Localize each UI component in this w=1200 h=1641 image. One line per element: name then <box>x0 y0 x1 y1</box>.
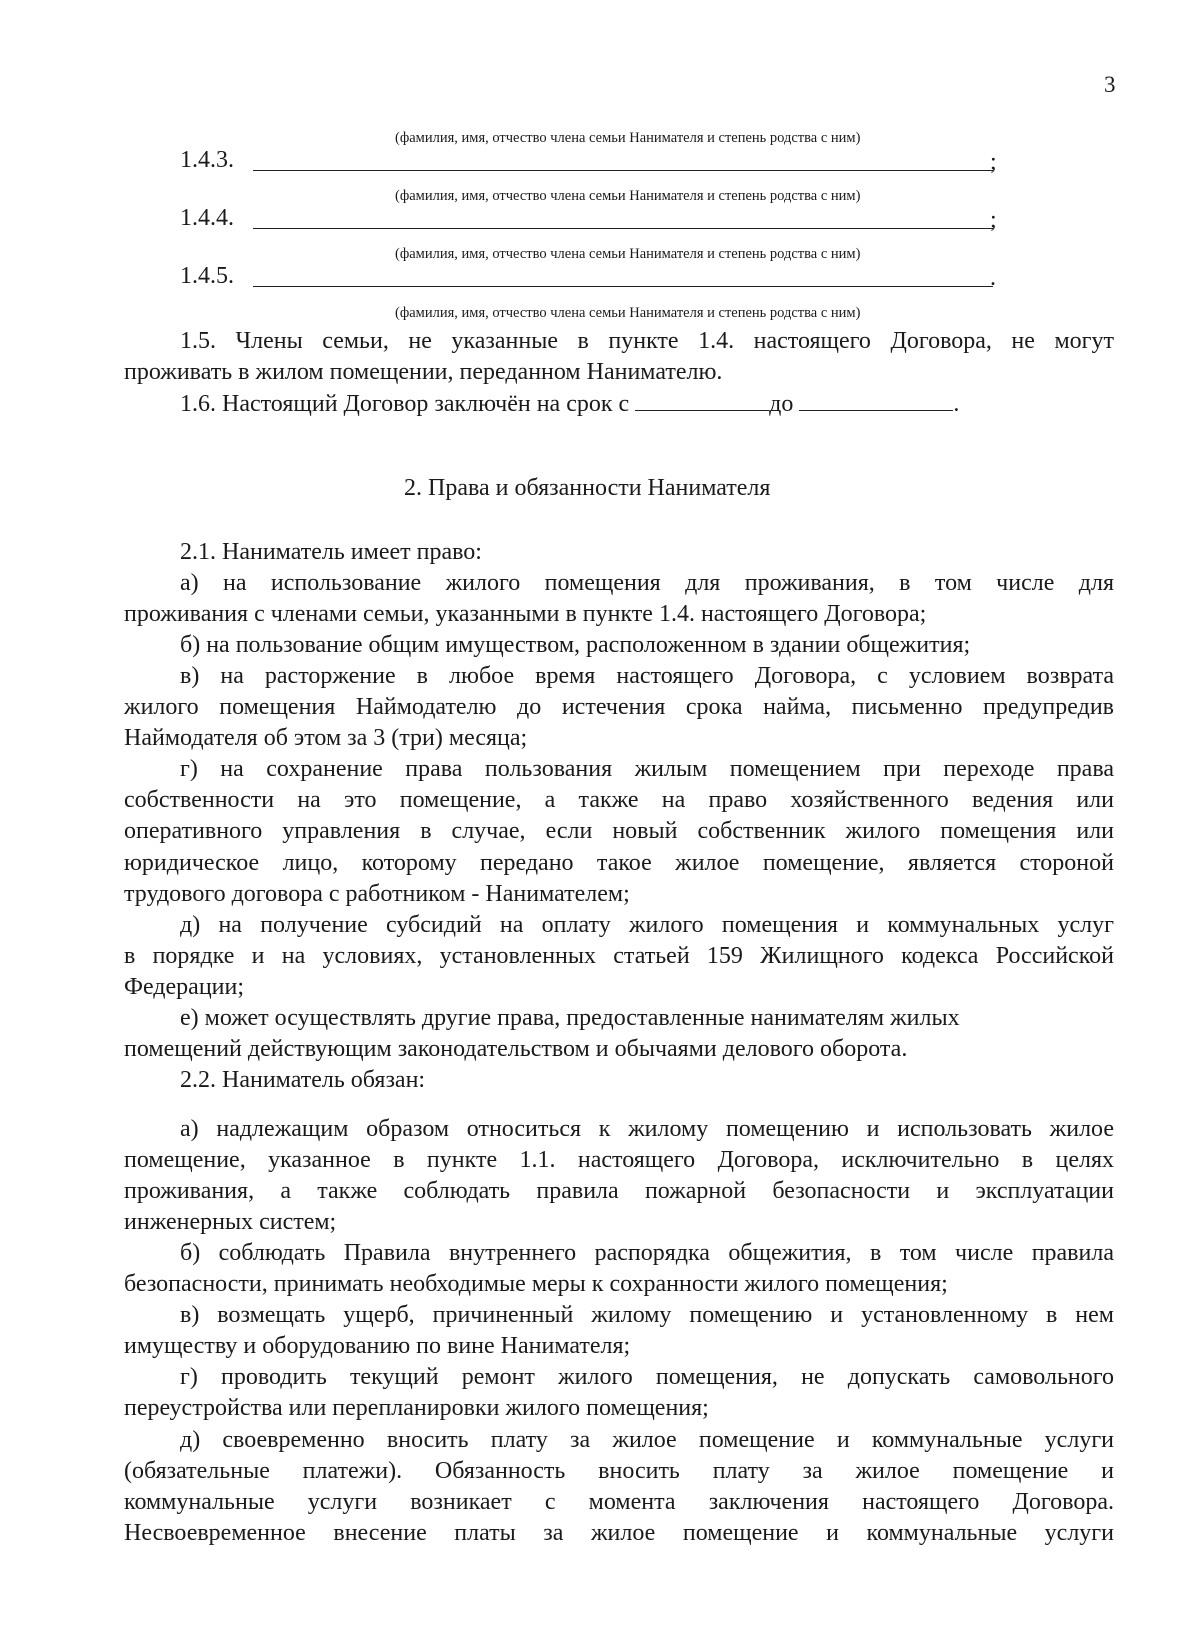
end-date-blank <box>799 388 953 411</box>
paragraph-line: в) на расторжение в любое время настоящего Договора, с условием возврата <box>180 663 1114 690</box>
paragraph-line: Наймодателя об этом за 3 (три) месяца; <box>124 725 528 752</box>
paragraph-line: д) своевременно вносить плату за жилое помещение и коммунальные услуги <box>180 1426 1114 1453</box>
clause-1-5-line: 1.5. Члены семьи, не указанные в пункте 1.4. настоящего Договора, не могут <box>180 328 1114 354</box>
start-date-blank <box>635 388 769 411</box>
paragraph-line: в) возмещать ущерб, причиненный жилому помещению и установленному в нем <box>180 1302 1114 1329</box>
paragraph-line: е) может осуществлять другие права, предоставленные нанимателям жилых <box>180 1004 960 1031</box>
paragraph-line: инженерных систем; <box>124 1209 337 1236</box>
paragraph-line: а) на использование жилого помещения для проживания, в том числе для <box>180 570 1114 597</box>
paragraph-line: б) соблюдать Правила внутреннего распорядка общежития, в том числе правила <box>180 1240 1114 1267</box>
paragraph-line: коммунальные услуги возникает с момента заключения настоящего Договора. <box>124 1488 1114 1515</box>
paragraph-line: жилого помещения Наймодателю до истечения срока найма, письменно предупредив <box>124 694 1114 721</box>
paragraph-line: (обязательные платежи). Обязанность вносить плату за жилое помещение и <box>124 1457 1114 1484</box>
paragraph-line: безопасности, принимать необходимые меры к сохранности жилого помещения; <box>124 1271 948 1298</box>
clause-1-5-line: проживать в жилом помещении, переданном Нанимателю. <box>124 359 723 385</box>
member-blank-line <box>253 150 993 171</box>
paragraph-line: Несвоевременное внесение платы за жилое помещение и коммунальные услуги <box>124 1519 1114 1546</box>
paragraph-line: 2.2. Наниматель обязан: <box>180 1066 426 1093</box>
paragraph-line: проживания, а также соблюдать правила пожарной безопасности и эксплуатации <box>124 1178 1114 1205</box>
paragraph-line: трудового договора с работником - Нанимателем; <box>124 880 630 907</box>
member-line-end: ; <box>990 207 997 233</box>
paragraph-line: 2.1. Наниматель имеет право: <box>180 539 482 565</box>
member-caption: (фамилия, имя, отчество члена семьи Нанимателя и степень родства с ним) <box>395 188 861 204</box>
paragraph-line: проживания с членами семьи, указанными в пункте 1.4. настоящего Договора; <box>124 601 927 628</box>
member-caption: (фамилия, имя, отчество члена семьи Нанимателя и степень родства с ним) <box>395 246 861 262</box>
paragraph-line: юридическое лицо, которому передано такое жилое помещение, является стороной <box>124 849 1114 876</box>
member-blank-line <box>253 266 993 287</box>
clause-1-6-prefix: 1.6. Настоящий Договор заключён на срок с <box>180 391 630 417</box>
member-line-label: 1.4.4. <box>180 205 234 231</box>
section-2-title: 2. Права и обязанности Нанимателя <box>404 475 771 501</box>
paragraph-line: имуществу и оборудованию по вине Нанимателя; <box>124 1333 631 1360</box>
paragraph-line: а) надлежащим образом относиться к жилому помещению и использовать жилое <box>180 1116 1114 1142</box>
paragraph-line: г) проводить текущий ремонт жилого помещения, не допускать самовольного <box>180 1364 1114 1391</box>
clause-1-6-middle: до <box>769 391 794 417</box>
member-blank-line <box>253 208 993 229</box>
member-line-end: . <box>990 265 996 291</box>
member-caption: (фамилия, имя, отчество члена семьи Нанимателя и степень родства с ним) <box>395 130 861 146</box>
paragraph-line: б) на пользование общим имуществом, расположенном в здании общежития; <box>180 632 971 659</box>
member-caption: (фамилия, имя, отчество члена семьи Нанимателя и степень родства с ним) <box>395 305 861 321</box>
paragraph-line: д) на получение субсидий на оплату жилого помещения и коммунальных услуг <box>180 911 1114 938</box>
clause-1-6-end: . <box>953 391 960 417</box>
paragraph-line: г) на сохранение права пользования жилым помещением при переходе права <box>180 756 1114 783</box>
paragraph-line: помещений действующим законодательством и обычаями делового оборота. <box>124 1035 908 1062</box>
clause-1-6 <box>180 388 1114 420</box>
paragraph-line: помещение, указанное в пункте 1.1. настоящего Договора, исключительно в целях <box>124 1147 1114 1174</box>
paragraph-line: переустройства или перепланировки жилого помещения; <box>124 1395 709 1422</box>
paragraph-line: оперативного управления в случае, если новый собственник жилого помещения или <box>124 818 1114 845</box>
member-line-label: 1.4.5. <box>180 263 234 289</box>
paragraph-line: в порядке и на условиях, установленных статьей 159 Жилищного кодекса Российской <box>124 942 1114 969</box>
member-line-label: 1.4.3. <box>180 147 234 173</box>
paragraph-line: Федерации; <box>124 973 245 1000</box>
member-line-end: ; <box>990 149 997 175</box>
page-number: 3 <box>1104 72 1116 97</box>
paragraph-line: собственности на это помещение, а также на право хозяйственного ведения или <box>124 787 1114 814</box>
